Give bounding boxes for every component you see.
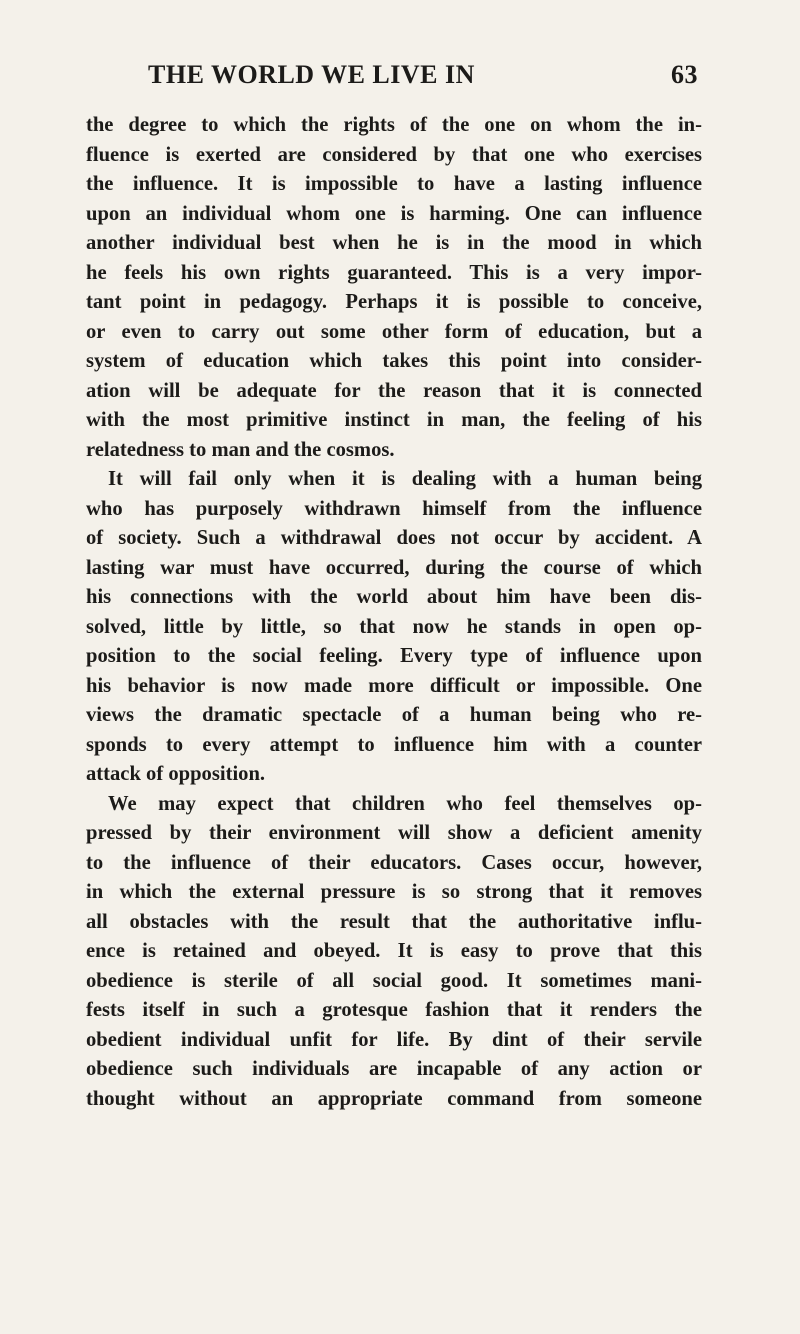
text-line: We may expect that children who feel themselves op-: [108, 792, 702, 815]
paragraph-2: [86, 465, 702, 790]
text-line: with the most primitive instinct in man, the feeling of his: [86, 409, 702, 431]
text-line: ence is retained and obeyed. It is easy to prove that this: [86, 940, 702, 962]
text-line: solved, little by little, so that now he stands in open op-: [86, 615, 702, 638]
text-line: It will fail only when it is dealing with a human being: [108, 468, 702, 490]
text-line: the influence. It is impossible to have a lasting influence: [86, 173, 702, 195]
text-line: tant point in pedagogy. Perhaps it is possible to conceive,: [86, 291, 702, 313]
text-line: he feels his own rights guaranteed. This is a very impor-: [86, 261, 702, 284]
text-line: to the influence of their educators. Cases occur, however,: [86, 851, 702, 874]
text-line: lasting war must have occurred, during the course of which: [86, 556, 702, 579]
text-line: fests itself in such a grotesque fashion that it renders the: [86, 999, 702, 1021]
text-line: another individual best when he is in the mood in which: [86, 232, 702, 254]
text-line: his behavior is now made more difficult or impossible. One: [86, 674, 702, 697]
text-line: all obstacles with the result that the authoritative influ-: [86, 910, 702, 933]
text-line: relatedness to man and the cosmos.: [86, 438, 395, 461]
text-line: upon an individual whom one is harming. One can influence: [86, 202, 702, 225]
text-line: or even to carry out some other form of education, but a: [86, 320, 702, 343]
text-line: ation will be adequate for the reason that it is connected: [86, 379, 702, 402]
body-text: [86, 111, 702, 1114]
text-line: his connections with the world about him have been dis-: [86, 586, 702, 608]
running-title: THE WORLD WE LIVE IN: [148, 60, 475, 89]
running-header: [148, 60, 698, 94]
text-line: sponds to every attempt to influence him with a counter: [86, 733, 702, 756]
text-line: in which the external pressure is so strong that it removes: [86, 881, 702, 903]
paragraph-1: [86, 111, 702, 465]
text-line: obedience is sterile of all social good. It sometimes mani-: [86, 969, 702, 992]
text-line: obedience such individuals are incapable of any action or: [86, 1058, 702, 1080]
paragraph-3: [86, 790, 702, 1115]
text-line: thought without an appropriate command from someone: [86, 1087, 702, 1110]
text-line: the degree to which the rights of the one on whom the in-: [86, 114, 702, 136]
page-number: 63: [671, 60, 698, 89]
text-line: attack of opposition.: [86, 763, 266, 785]
text-line: obedient individual unfit for life. By dint of their servile: [86, 1028, 702, 1051]
text-line: of society. Such a withdrawal does not occur by accident. A: [86, 527, 702, 549]
text-line: pressed by their environment will show a deficient amenity: [86, 822, 702, 844]
text-line: views the dramatic spectacle of a human being who re-: [86, 704, 702, 726]
text-line: system of education which takes this point into consider-: [86, 350, 702, 372]
text-line: who has purposely withdrawn himself from the influence: [86, 497, 702, 520]
text-line: fluence is exerted are considered by that one who exercises: [86, 143, 702, 166]
text-line: position to the social feeling. Every type of influence upon: [86, 645, 702, 667]
